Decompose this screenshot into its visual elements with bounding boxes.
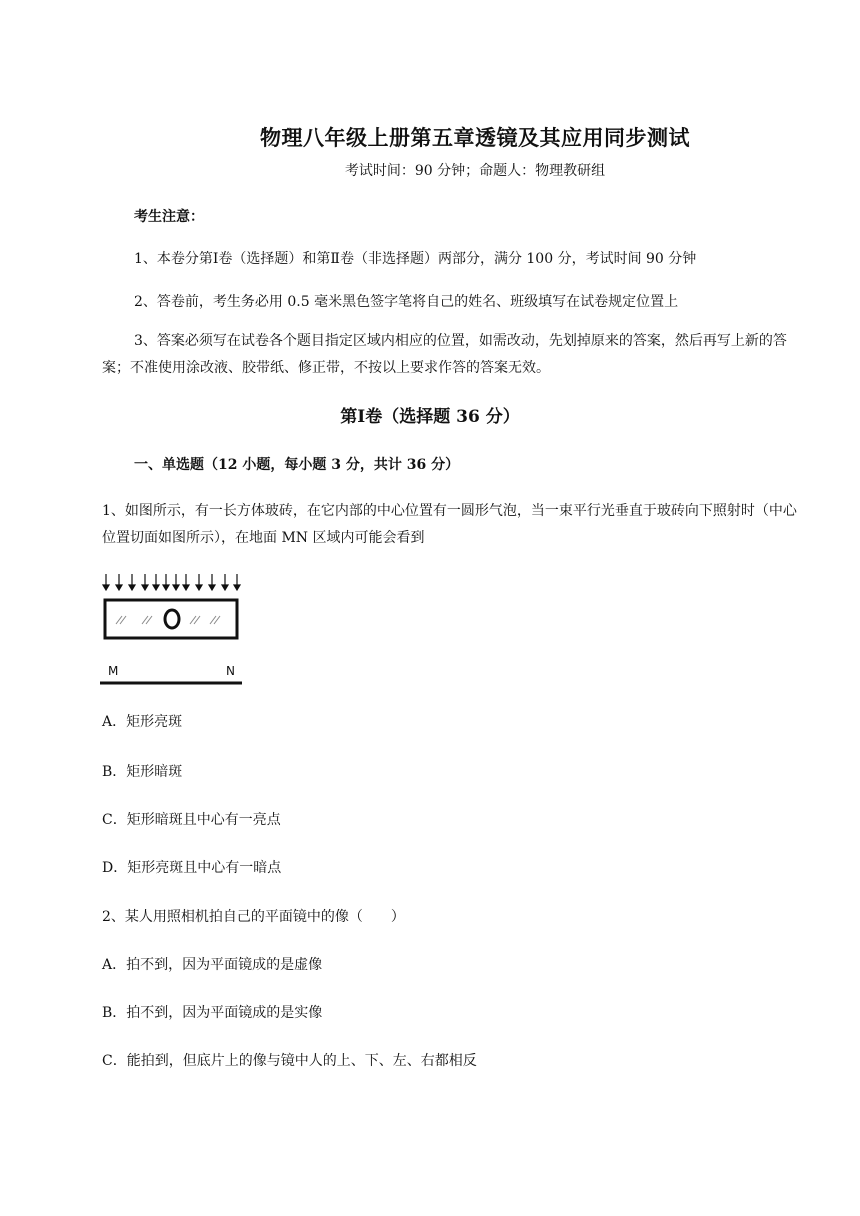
question-1-option-d[interactable]: D．矩形亮斑且中心有一暗点 — [102, 860, 282, 876]
ray-arrow-icon — [142, 574, 148, 590]
question-1-stem: 1、如图所示，有一长方体玻砖，在它内部的中心位置有一圆形气泡，当一束平行光垂直于玻砖向下照射时（中心位置切面如图所示），在地面 MN 区域内可能会看到 — [102, 503, 797, 546]
question-2-option-a[interactable]: A．拍不到，因为平面镜成的是虚像 — [102, 957, 323, 973]
section-title: 第Ⅰ卷（选择题 36 分） — [340, 407, 520, 427]
light-rays — [103, 574, 240, 590]
question-1-option-c[interactable]: C．矩形暗斑且中心有一亮点 — [102, 812, 281, 828]
ray-arrow-icon — [234, 574, 240, 590]
question-2-option-c[interactable]: C．能拍到，但底片上的像与镜中人的上、下、左、右都相反 — [102, 1053, 477, 1069]
air-bubble — [165, 610, 179, 628]
ray-arrow-icon — [116, 574, 122, 590]
ray-arrow-icon — [183, 574, 189, 590]
question-2-option-b[interactable]: B．拍不到，因为平面镜成的是实像 — [102, 1005, 323, 1021]
ray-arrow-icon — [173, 574, 179, 590]
glass-brick-figure — [100, 572, 250, 694]
question-2-stem: 2、某人用照相机拍自己的平面镜中的像（ ） — [102, 909, 405, 925]
notice-heading: 考生注意： — [134, 209, 204, 225]
part-heading: 一、单选题（12 小题，每小题 3 分，共计 36 分） — [134, 457, 460, 473]
ray-arrow-icon — [103, 574, 109, 590]
question-1-option-a[interactable]: A．矩形亮斑 — [102, 714, 183, 730]
label-m: M — [108, 664, 119, 678]
notice-item-2: 2、答卷前，考生务必用 0.5 毫米黑色签字笔将自己的姓名、班级填写在试卷规定位置上 — [134, 294, 679, 310]
ray-arrow-icon — [196, 574, 202, 590]
ray-arrow-icon — [163, 574, 169, 590]
ray-arrow-icon — [209, 574, 215, 590]
ray-arrow-icon — [129, 574, 135, 590]
notice-item-3: 3、答案必须写在试卷各个题目指定区域内相应的位置，如需改动，先划掉原来的答案，然后再写上新的答案；不准使用涂改液、胶带纸、修正带，不按以上要求作答的答案无效。 — [102, 333, 787, 376]
page-title: 物理八年级上册第五章透镜及其应用同步测试 — [260, 125, 690, 150]
ray-arrow-icon — [153, 574, 159, 590]
exam-info: 考试时间：90 分钟；命题人：物理教研组 — [344, 163, 606, 179]
notice-item-1: 1、本卷分第Ⅰ卷（选择题）和第Ⅱ卷（非选择题）两部分，满分 100 分，考试时间 90 分钟 — [134, 251, 697, 267]
label-n: N — [226, 664, 235, 678]
ray-arrow-icon — [222, 574, 228, 590]
question-1-option-b[interactable]: B．矩形暗斑 — [102, 764, 183, 780]
